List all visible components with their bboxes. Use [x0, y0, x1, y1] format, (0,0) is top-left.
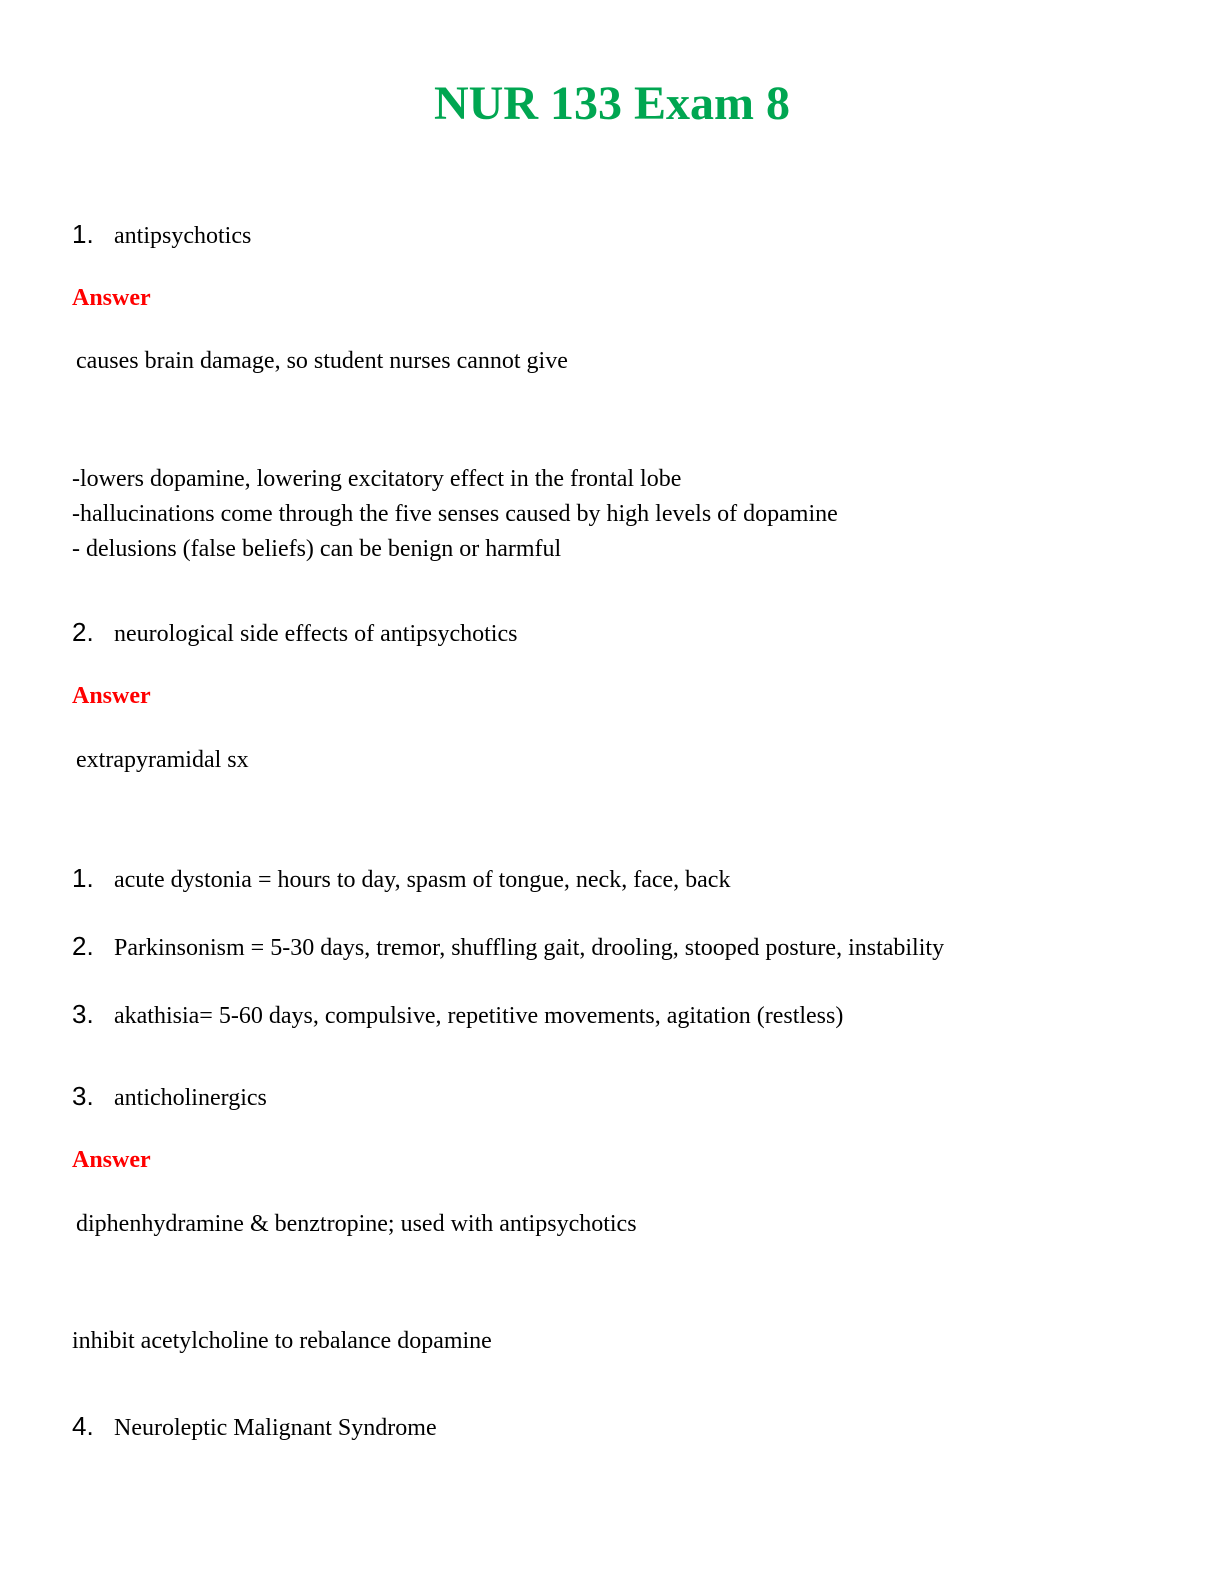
sub-item-number: 2.: [72, 931, 94, 961]
sub-item-text: akathisia= 5-60 days, compulsive, repetitive movements, agitation (restless): [114, 1003, 844, 1029]
sub-item: [72, 863, 730, 895]
sub-item-text: acute dystonia = hours to day, spasm of tongue, neck, face, back: [114, 867, 731, 893]
question-text: neurological side effects of antipsychotics: [114, 621, 518, 647]
note-line: -lowers dopamine, lowering excitatory effect in the frontal lobe: [72, 466, 682, 492]
sub-item-text: Parkinsonism = 5-30 days, tremor, shuffling gait, drooling, stooped posture, instability: [114, 935, 945, 961]
answer-text: causes brain damage, so student nurses cannot give: [76, 348, 568, 374]
answer-text: diphenhydramine & benztropine; used with antipsychotics: [76, 1211, 637, 1237]
sub-item-number: 1.: [72, 863, 94, 893]
question-number: 2.: [72, 617, 94, 647]
sub-item: [72, 999, 843, 1031]
answer-label: Answer: [72, 1147, 151, 1173]
note-line: -hallucinations come through the five senses caused by high levels of dopamine: [72, 501, 838, 527]
question-4: [72, 1411, 437, 1443]
question-text: antipsychotics: [114, 223, 252, 249]
sub-item-number: 3.: [72, 999, 94, 1029]
question-3: [72, 1081, 267, 1113]
question-text: Neuroleptic Malignant Syndrome: [114, 1415, 437, 1441]
question-number: 4.: [72, 1411, 94, 1441]
answer-label: Answer: [72, 683, 151, 709]
note-line: inhibit acetylcholine to rebalance dopamine: [72, 1328, 492, 1354]
sub-item: [72, 931, 944, 963]
question-number: 3.: [72, 1081, 94, 1111]
question-1: [72, 219, 251, 251]
question-text: anticholinergics: [114, 1085, 267, 1111]
answer-label: Answer: [72, 285, 151, 311]
note-line: - delusions (false beliefs) can be benign or harmful: [72, 536, 562, 562]
page-title: NUR 133 Exam 8: [434, 77, 790, 130]
question-2: [72, 617, 517, 649]
question-number: 1.: [72, 219, 94, 249]
answer-text: extrapyramidal sx: [76, 747, 249, 773]
